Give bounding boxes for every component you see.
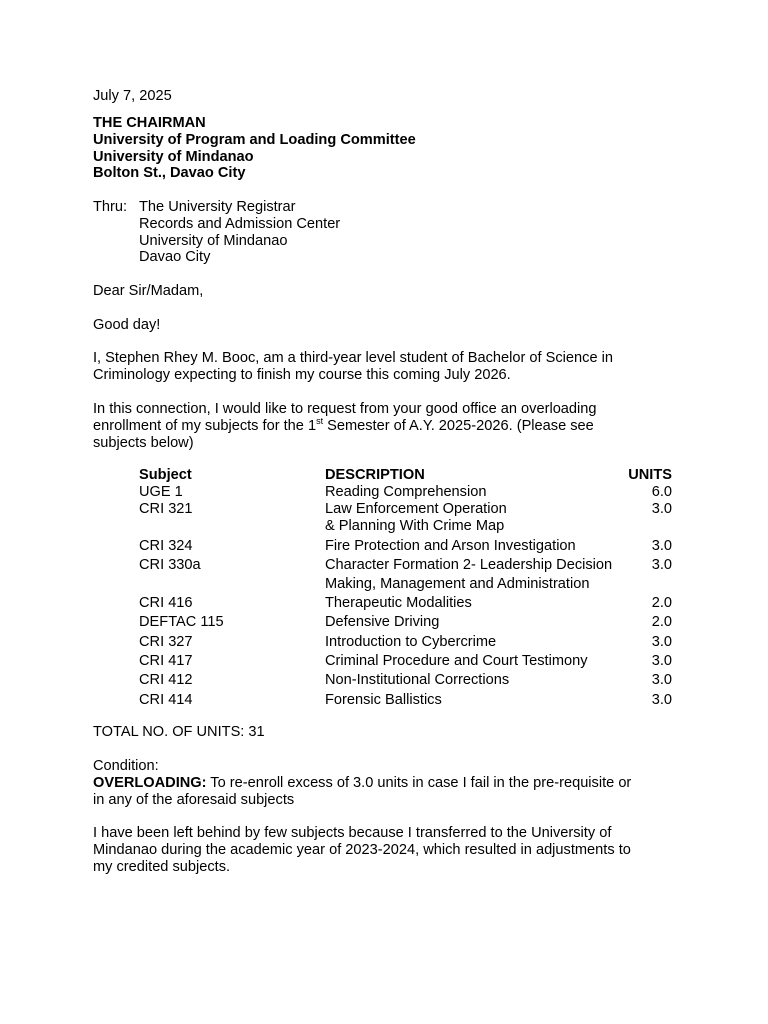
- addressee-line: University of Mindanao: [93, 148, 254, 165]
- subject-description: Introduction to Cybercrime: [325, 634, 497, 650]
- thru-address: [139, 199, 340, 266]
- condition-label: Condition:: [93, 758, 159, 774]
- subject-units: 3.0: [651, 672, 672, 688]
- header-description: DESCRIPTION: [325, 467, 425, 483]
- subject-code: CRI 412: [139, 672, 193, 688]
- addressee-line: THE CHAIRMAN: [93, 115, 206, 131]
- request-text: enrollment of my subjects for the 1: [93, 417, 317, 434]
- table-row: [139, 557, 672, 595]
- subject-description-cont: Making, Management and Administration: [325, 576, 590, 592]
- table-row: [139, 653, 672, 670]
- table-header: [139, 467, 672, 484]
- addressee-line: University of Program and Loading Committee: [93, 131, 416, 148]
- thru-label: Thru:: [93, 199, 128, 215]
- table-row: [139, 672, 672, 689]
- subject-units: 3.0: [651, 634, 672, 650]
- header-units: UNITS: [628, 467, 672, 483]
- request-line: [93, 415, 683, 435]
- condition-line: [93, 775, 683, 792]
- overloading-label: OVERLOADING:: [93, 774, 207, 791]
- total-text: TOTAL NO. OF UNITS: 31: [93, 724, 265, 740]
- subject-code: CRI 417: [139, 653, 193, 669]
- subject-units: 3.0: [651, 501, 672, 517]
- closing-line: my credited subjects.: [93, 858, 231, 875]
- subject-description: Character Formation 2- Leadership Decision: [325, 557, 613, 573]
- condition-block: [93, 758, 683, 808]
- date-text: July 7, 2025: [93, 88, 172, 104]
- salutation-text: Dear Sir/Madam,: [93, 283, 204, 299]
- thru-line: The University Registrar: [139, 199, 296, 215]
- table-row: [139, 501, 672, 535]
- table-row: [139, 692, 672, 709]
- subject-code: CRI 324: [139, 538, 193, 554]
- subject-description: Therapeutic Modalities: [325, 595, 472, 611]
- subject-description: Law Enforcement Operation: [325, 501, 507, 517]
- subject-units: 3.0: [651, 557, 672, 573]
- subject-description: Fire Protection and Arson Investigation: [325, 538, 576, 554]
- subject-units: 3.0: [651, 538, 672, 554]
- subject-units: 2.0: [651, 595, 672, 611]
- salutation: [93, 283, 683, 300]
- subject-code: CRI 321: [139, 501, 193, 517]
- subject-code: CRI 327: [139, 634, 193, 650]
- subject-units: 2.0: [651, 614, 672, 630]
- addressee-line: Bolton St., Davao City: [93, 165, 246, 182]
- table-row: [139, 634, 672, 651]
- ordinal-suffix: st: [316, 415, 324, 426]
- subject-description: Forensic Ballistics: [325, 692, 442, 708]
- request-paragraph: [93, 401, 683, 451]
- closing-line: I have been left behind by few subjects because I transferred to the University of: [93, 825, 612, 841]
- table-row: [139, 595, 672, 612]
- subject-units: 6.0: [651, 484, 672, 500]
- intro-line: I, Stephen Rhey M. Booc, am a third-year level student of Bachelor of Science in: [93, 350, 613, 366]
- subject-description: Non-Institutional Corrections: [325, 672, 510, 688]
- subject-units: 3.0: [651, 692, 672, 708]
- table-row: [139, 538, 672, 555]
- subject-description: Criminal Procedure and Court Testimony: [325, 653, 588, 669]
- subject-description: Reading Comprehension: [325, 484, 487, 500]
- request-line: In this connection, I would like to request from your good office an overloading: [93, 401, 597, 417]
- request-line: subjects below): [93, 434, 194, 451]
- subject-code: CRI 414: [139, 692, 193, 708]
- letter-date: [93, 88, 683, 105]
- subject-code: CRI 416: [139, 595, 193, 611]
- subject-units: 3.0: [651, 653, 672, 669]
- subject-code: UGE 1: [139, 484, 183, 500]
- overloading-text: To re-enroll excess of 3.0 units in case I fail in the pre-requisite or: [206, 774, 632, 791]
- closing-line: Mindanao during the academic year of 2023-2024, which resulted in adjustments to: [93, 841, 631, 858]
- thru-line: Records and Admission Center: [139, 215, 341, 232]
- thru-line: Davao City: [139, 249, 211, 266]
- addressee-block: [93, 115, 683, 182]
- greeting: [93, 317, 683, 334]
- subject-code: CRI 330a: [139, 557, 201, 573]
- subject-code: DEFTAC 115: [139, 614, 224, 630]
- greeting-text: Good day!: [93, 317, 161, 333]
- intro-paragraph: [93, 350, 683, 384]
- subject-description-cont: & Planning With Crime Map: [325, 518, 505, 534]
- thru-line: University of Mindanao: [139, 232, 288, 249]
- request-text: Semester of A.Y. 2025-2026. (Please see: [323, 417, 594, 434]
- header-subject: Subject: [139, 467, 192, 483]
- total-units: [93, 724, 683, 741]
- subject-description: Defensive Driving: [325, 614, 440, 630]
- closing-paragraph: [93, 825, 683, 875]
- table-row: [139, 484, 672, 501]
- intro-line: Criminology expecting to finish my course this coming July 2026.: [93, 366, 511, 383]
- condition-line: in any of the aforesaid subjects: [93, 791, 295, 808]
- table-row: [139, 614, 672, 631]
